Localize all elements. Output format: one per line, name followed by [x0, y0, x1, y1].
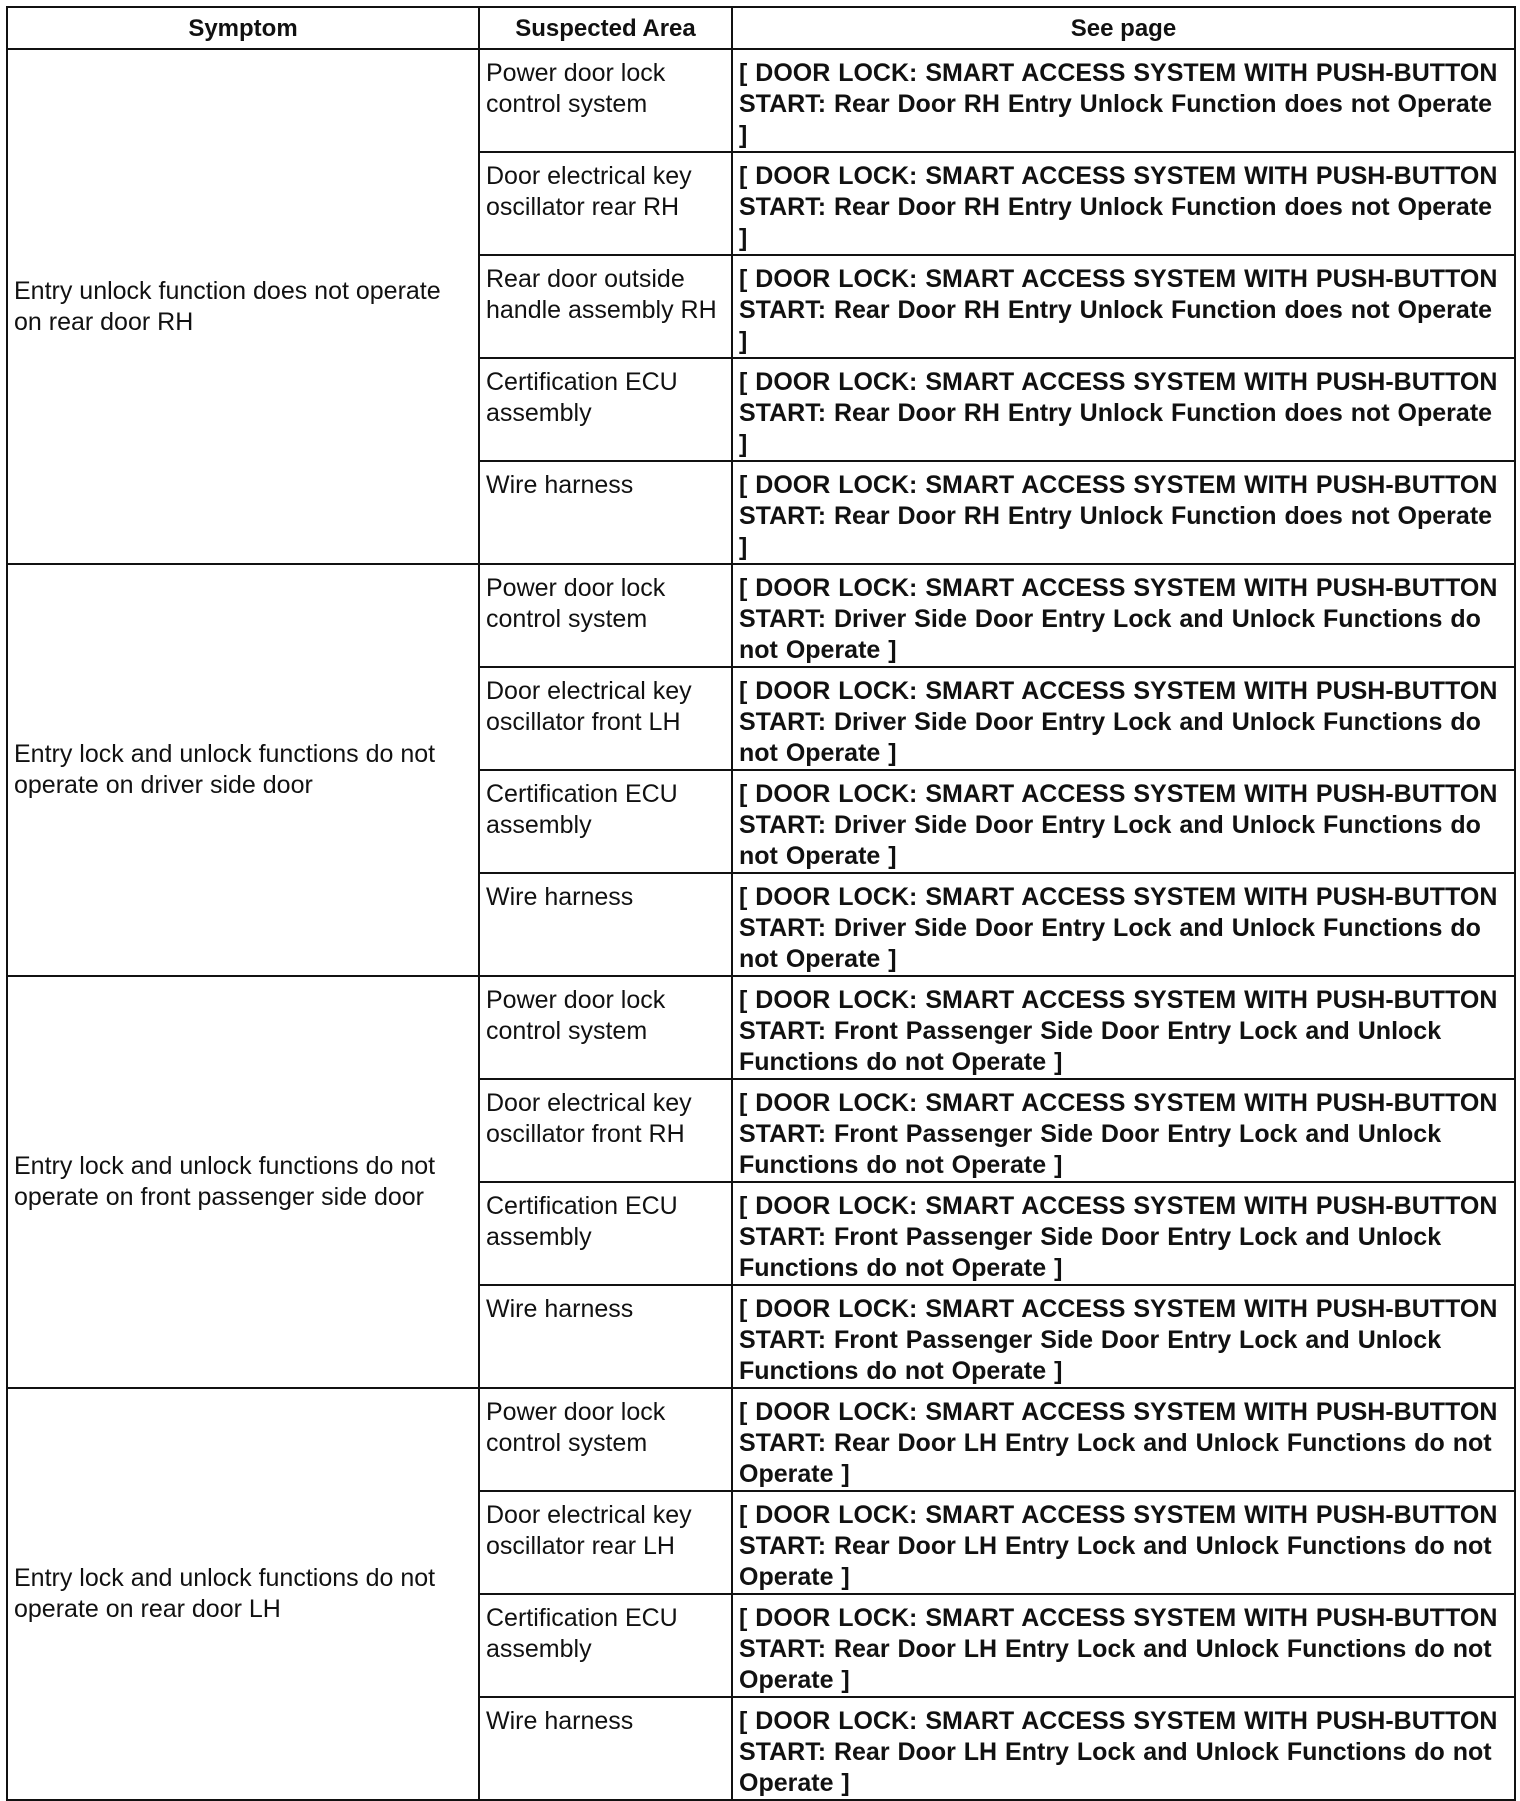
table-row: [7, 976, 1515, 1079]
symptom-cell: Entry lock and unlock functions do not operate on rear door LH: [7, 1388, 479, 1800]
suspected-area-cell: Wire harness: [479, 1285, 732, 1388]
see-page-link[interactable]: [ DOOR LOCK: SMART ACCESS SYSTEM WITH PUSH-BUTTON START: Rear Door RH Entry Unlock Function does not Operate ]: [732, 358, 1515, 461]
symptom-cell: Entry unlock function does not operate on rear door RH: [7, 49, 479, 564]
header-row: [7, 7, 1515, 49]
suspected-area-cell: Power door lock control system: [479, 49, 732, 152]
see-page-link[interactable]: [ DOOR LOCK: SMART ACCESS SYSTEM WITH PUSH-BUTTON START: Rear Door LH Entry Lock and Unlock Functions do not Operate ]: [732, 1697, 1515, 1800]
suspected-area-cell: Door electrical key oscillator front LH: [479, 667, 732, 770]
table-row: [7, 49, 1515, 152]
symptom-cell: Entry lock and unlock functions do not operate on front passenger side door: [7, 976, 479, 1388]
troubleshooting-table: [6, 6, 1516, 1801]
see-page-link[interactable]: [ DOOR LOCK: SMART ACCESS SYSTEM WITH PUSH-BUTTON START: Driver Side Door Entry Lock and Unlock Functions do not Operate ]: [732, 667, 1515, 770]
suspected-area-cell: Rear door outside handle assembly RH: [479, 255, 732, 358]
see-page-link[interactable]: [ DOOR LOCK: SMART ACCESS SYSTEM WITH PUSH-BUTTON START: Front Passenger Side Door Entry Lock and Unlock Functions do not Operate ]: [732, 1079, 1515, 1182]
suspected-area-cell: Wire harness: [479, 873, 732, 976]
header-suspected-area: Suspected Area: [479, 7, 732, 49]
suspected-area-cell: Wire harness: [479, 1697, 732, 1800]
see-page-link[interactable]: [ DOOR LOCK: SMART ACCESS SYSTEM WITH PUSH-BUTTON START: Rear Door RH Entry Unlock Function does not Operate ]: [732, 255, 1515, 358]
see-page-link[interactable]: [ DOOR LOCK: SMART ACCESS SYSTEM WITH PUSH-BUTTON START: Driver Side Door Entry Lock and Unlock Functions do not Operate ]: [732, 770, 1515, 873]
see-page-link[interactable]: [ DOOR LOCK: SMART ACCESS SYSTEM WITH PUSH-BUTTON START: Front Passenger Side Door Entry Lock and Unlock Functions do not Operate ]: [732, 1285, 1515, 1388]
suspected-area-cell: Certification ECU assembly: [479, 1594, 732, 1697]
suspected-area-cell: Power door lock control system: [479, 976, 732, 1079]
suspected-area-cell: Certification ECU assembly: [479, 1182, 732, 1285]
symptom-cell: Entry lock and unlock functions do not operate on driver side door: [7, 564, 479, 976]
see-page-link[interactable]: [ DOOR LOCK: SMART ACCESS SYSTEM WITH PUSH-BUTTON START: Rear Door LH Entry Lock and Unlock Functions do not Operate ]: [732, 1388, 1515, 1491]
suspected-area-cell: Door electrical key oscillator front RH: [479, 1079, 732, 1182]
see-page-link[interactable]: [ DOOR LOCK: SMART ACCESS SYSTEM WITH PUSH-BUTTON START: Rear Door RH Entry Unlock Function does not Operate ]: [732, 49, 1515, 152]
suspected-area-cell: Power door lock control system: [479, 1388, 732, 1491]
troubleshooting-table-container: [6, 6, 1514, 1801]
see-page-link[interactable]: [ DOOR LOCK: SMART ACCESS SYSTEM WITH PUSH-BUTTON START: Front Passenger Side Door Entry Lock and Unlock Functions do not Operate ]: [732, 976, 1515, 1079]
see-page-link[interactable]: [ DOOR LOCK: SMART ACCESS SYSTEM WITH PUSH-BUTTON START: Rear Door LH Entry Lock and Unlock Functions do not Operate ]: [732, 1594, 1515, 1697]
suspected-area-cell: Door electrical key oscillator rear RH: [479, 152, 732, 255]
see-page-link[interactable]: [ DOOR LOCK: SMART ACCESS SYSTEM WITH PUSH-BUTTON START: Driver Side Door Entry Lock and Unlock Functions do not Operate ]: [732, 873, 1515, 976]
see-page-link[interactable]: [ DOOR LOCK: SMART ACCESS SYSTEM WITH PUSH-BUTTON START: Rear Door RH Entry Unlock Function does not Operate ]: [732, 461, 1515, 564]
suspected-area-cell: Power door lock control system: [479, 564, 732, 667]
see-page-link[interactable]: [ DOOR LOCK: SMART ACCESS SYSTEM WITH PUSH-BUTTON START: Driver Side Door Entry Lock and Unlock Functions do not Operate ]: [732, 564, 1515, 667]
suspected-area-cell: Door electrical key oscillator rear LH: [479, 1491, 732, 1594]
header-see-page: See page: [732, 7, 1515, 49]
suspected-area-cell: Wire harness: [479, 461, 732, 564]
table-row: [7, 1388, 1515, 1491]
suspected-area-cell: Certification ECU assembly: [479, 770, 732, 873]
table-row: [7, 564, 1515, 667]
see-page-link[interactable]: [ DOOR LOCK: SMART ACCESS SYSTEM WITH PUSH-BUTTON START: Rear Door RH Entry Unlock Function does not Operate ]: [732, 152, 1515, 255]
header-symptom: Symptom: [7, 7, 479, 49]
see-page-link[interactable]: [ DOOR LOCK: SMART ACCESS SYSTEM WITH PUSH-BUTTON START: Front Passenger Side Door Entry Lock and Unlock Functions do not Operate ]: [732, 1182, 1515, 1285]
suspected-area-cell: Certification ECU assembly: [479, 358, 732, 461]
see-page-link[interactable]: [ DOOR LOCK: SMART ACCESS SYSTEM WITH PUSH-BUTTON START: Rear Door LH Entry Lock and Unlock Functions do not Operate ]: [732, 1491, 1515, 1594]
